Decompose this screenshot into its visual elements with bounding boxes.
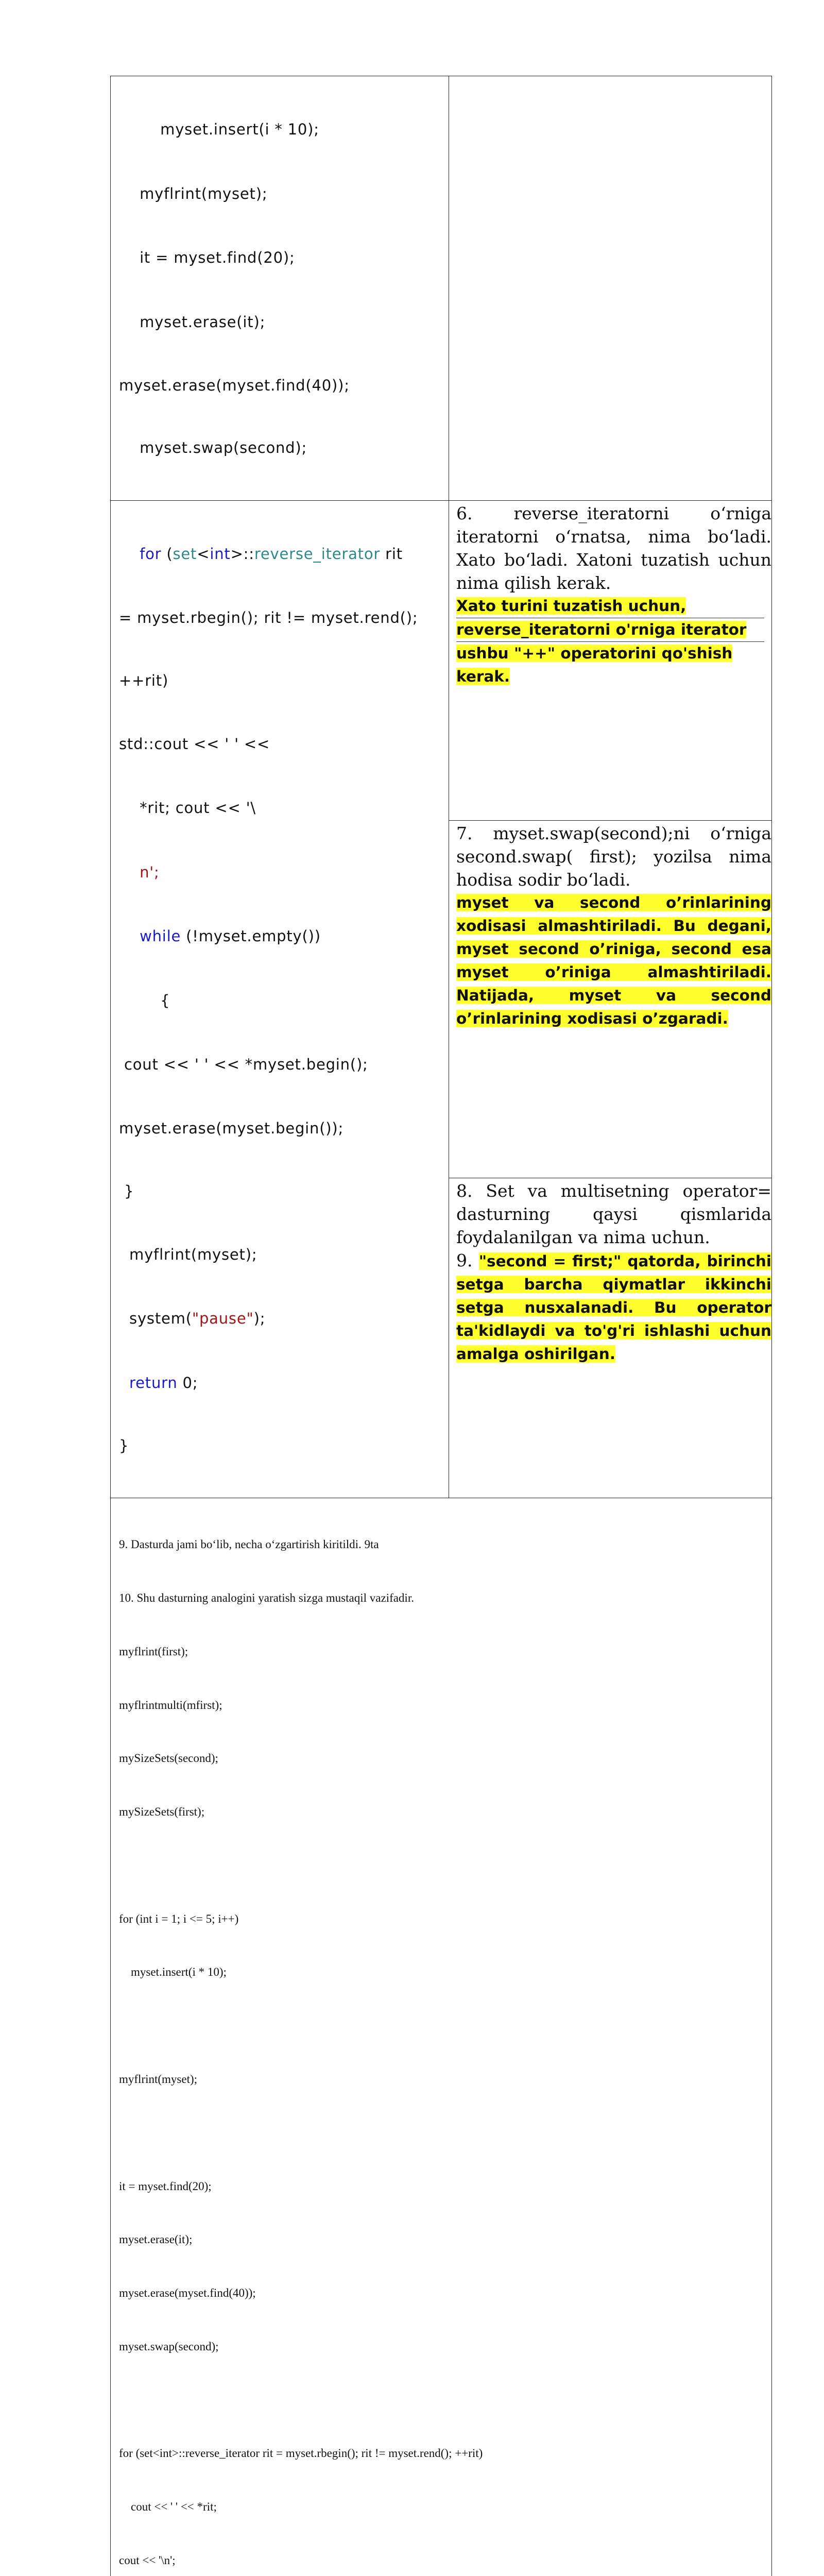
- code-text: (: [161, 545, 173, 563]
- question-6-cell: [449, 501, 772, 821]
- code-line: it = myset.find(20);: [119, 247, 448, 269]
- code-line: = myset.rbegin(); rit != myset.rend();: [119, 608, 448, 628]
- code-type: set: [173, 545, 197, 563]
- note-line: myset.erase(it);: [119, 2231, 771, 2249]
- code-text: >::: [231, 545, 254, 563]
- code-text: );: [254, 1310, 266, 1327]
- answer-6-line: ushbu "++" operatorini qo'shish: [456, 645, 732, 662]
- middle-left-code-cell: [111, 501, 449, 1498]
- code-line: myset.swap(second);: [119, 438, 448, 457]
- code-line: ++rit): [119, 670, 448, 691]
- top-right-empty-cell: [449, 76, 772, 501]
- bottom-notes-cell: [111, 1498, 772, 2576]
- code-line: n';: [140, 863, 160, 881]
- answer-7-text: myset va second o’rinlarining xodisasi almashtiriladi. Bu degani, myset second o’riniga, second esa myset o’riniga almashtiriladi. Natijada, myset va second o’rinlarining xodisasi o’zgaradi.: [456, 894, 771, 1027]
- answer-6-line: kerak.: [456, 668, 510, 685]
- note-line: myset.insert(i * 10);: [119, 1963, 771, 1981]
- note-line: for (int i = 1; i <= 5; i++): [119, 1910, 771, 1928]
- code-text: rit: [380, 545, 403, 563]
- code-type: int: [210, 545, 230, 563]
- code-line: cout << ' ' << *myset.begin();: [119, 1054, 448, 1076]
- note-line: myflrintmulti(mfirst);: [119, 1697, 771, 1715]
- code-string: "pause": [192, 1310, 254, 1327]
- code-keyword: return: [129, 1374, 177, 1392]
- note-line: 9. Dasturda jami bo‘lib, necha o‘zgartirish kiritildi. 9ta: [119, 1536, 771, 1554]
- code-line: }: [119, 1436, 448, 1455]
- question-7-text: 7. myset.swap(second);ni o‘rniga second.swap( first); yozilsa nima hodisa sodir bo‘ladi.: [456, 822, 771, 891]
- code-text: <: [197, 545, 210, 563]
- code-line: {: [160, 992, 170, 1009]
- note-line: myset.erase(myset.find(40));: [119, 2284, 771, 2302]
- code-text: system(: [129, 1310, 192, 1327]
- code-text: 0;: [178, 1374, 198, 1392]
- top-left-code-cell: [111, 76, 449, 501]
- note-line: for (set<int>::reverse_iterator rit = myset.rbegin(); rit != myset.rend(); ++rit): [119, 2445, 771, 2463]
- note-line: myflrint(first);: [119, 1643, 771, 1661]
- code-line: myset.insert(i * 10);: [119, 119, 448, 141]
- note-line: [119, 2124, 771, 2142]
- code-line: myset.erase(myset.find(40));: [119, 376, 448, 395]
- question-8-cell: [449, 1178, 772, 1498]
- code-line: myset.erase(myset.begin());: [119, 1118, 448, 1138]
- question-7-cell: [449, 820, 772, 1178]
- document-table: [110, 76, 772, 2576]
- code-line: myflrint(myset);: [119, 183, 448, 205]
- note-line: myflrint(myset);: [119, 2071, 771, 2089]
- code-keyword: for: [140, 545, 161, 563]
- code-line: }: [119, 1181, 448, 1201]
- note-line: [119, 2392, 771, 2410]
- answer-6-line: reverse_iteratorni o'rniga iterator: [456, 621, 746, 638]
- note-line: mySizeSets(second);: [119, 1750, 771, 1768]
- answer-8-prefix: 9.: [456, 1250, 479, 1270]
- note-line: cout << ' ' << *rit;: [119, 2498, 771, 2516]
- code-line: *rit; cout << '\: [140, 799, 256, 817]
- code-keyword: while: [140, 927, 181, 945]
- code-text: (!myset.empty()): [181, 927, 321, 945]
- note-line: 10. Shu dasturning analogini yaratish sizga mustaqil vazifadir.: [119, 1589, 771, 1607]
- note-line: [119, 1857, 771, 1875]
- note-line: cout << '\n';: [119, 2552, 771, 2570]
- note-line: myset.swap(second);: [119, 2338, 771, 2356]
- answer-8-text: "second = first;" qatorda, birinchi setga barcha qiymatlar ikkinchi setga nusxalanadi. Bu operator ta'kidlaydi va to'g'ri ishlashi uchun amalga oshirilgan.: [456, 1252, 771, 1363]
- note-line: [119, 2017, 771, 2035]
- code-type: reverse_iterator: [254, 545, 380, 563]
- question-6-text: 6. reverse_iteratorni o‘rniga iteratorni o‘rnatsa, nima bo‘ladi. Xato bo‘ladi. Xatoni tuzatish uchun nima qilish kerak.: [456, 502, 771, 595]
- answer-6-line: Xato turini tuzatish uchun,: [456, 597, 686, 615]
- question-8-text: 8. Set va multisetning operator= dasturning qaysi qismlarida foydalanilgan va nima uchun.: [456, 1179, 771, 1249]
- code-line: myflrint(myset);: [129, 1246, 257, 1263]
- code-line: myset.erase(it);: [119, 312, 448, 333]
- code-line: std::cout << ' ' <<: [119, 734, 448, 755]
- note-line: it = myset.find(20);: [119, 2178, 771, 2196]
- note-line: mySizeSets(first);: [119, 1803, 771, 1821]
